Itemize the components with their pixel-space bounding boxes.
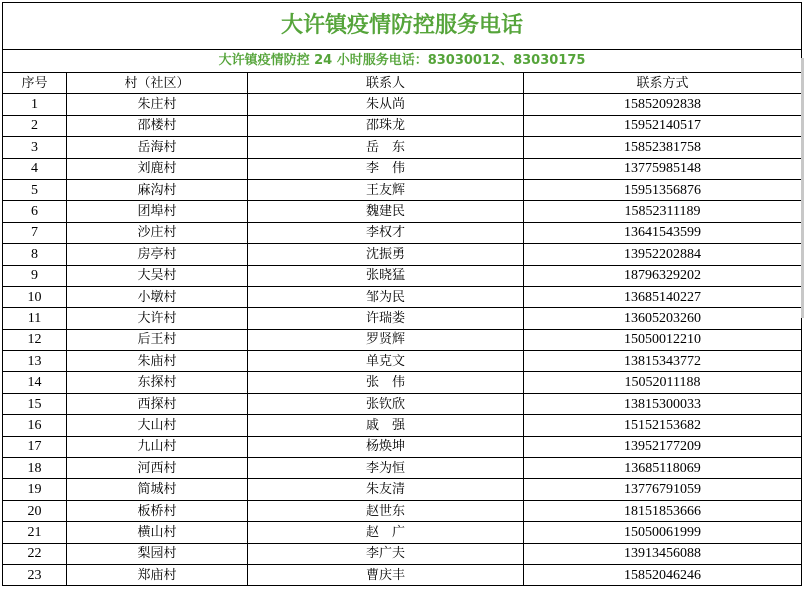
header-phone: 联系方式 [524, 73, 802, 94]
table-row [3, 564, 802, 585]
contact-name: 魏建民 [248, 201, 524, 222]
village-name: 小墩村 [67, 286, 248, 307]
contact-name: 赵 广 [248, 522, 524, 543]
village-name: 沙庄村 [67, 222, 248, 243]
contact-name: 杨焕坤 [248, 436, 524, 457]
row-number: 10 [3, 286, 67, 307]
row-number: 23 [3, 564, 67, 585]
village-name: 西探村 [67, 393, 248, 414]
table-row [3, 393, 802, 414]
contact-name: 张钦欣 [248, 393, 524, 414]
row-number: 20 [3, 500, 67, 521]
row-number: 8 [3, 244, 67, 265]
phone-number: 15951356876 [524, 179, 802, 200]
contact-name: 曹庆丰 [248, 564, 524, 585]
phone-number: 13775985148 [524, 158, 802, 179]
row-number: 22 [3, 543, 67, 564]
phone-number: 15152153682 [524, 415, 802, 436]
village-name: 邵楼村 [67, 115, 248, 136]
table-row [3, 351, 802, 372]
row-number: 3 [3, 137, 67, 158]
village-name: 房亭村 [67, 244, 248, 265]
phone-number: 13815343772 [524, 351, 802, 372]
contact-sheet [2, 2, 801, 586]
table-row [3, 522, 802, 543]
phone-number: 13641543599 [524, 222, 802, 243]
table-row [3, 201, 802, 222]
phone-number: 15052011188 [524, 372, 802, 393]
table-row [3, 329, 802, 350]
village-name: 简城村 [67, 479, 248, 500]
contact-name: 李为恒 [248, 458, 524, 479]
header-contact: 联系人 [248, 73, 524, 94]
table-row [3, 265, 802, 286]
table-row [3, 372, 802, 393]
contact-name: 许瑞娄 [248, 308, 524, 329]
village-name: 梨园村 [67, 543, 248, 564]
row-number: 5 [3, 179, 67, 200]
table-row [3, 543, 802, 564]
row-number: 17 [3, 436, 67, 457]
village-name: 大山村 [67, 415, 248, 436]
row-number: 19 [3, 479, 67, 500]
phone-number: 15852381758 [524, 137, 802, 158]
phone-number: 18796329202 [524, 265, 802, 286]
phone-number: 13815300033 [524, 393, 802, 414]
phone-number: 13913456088 [524, 543, 802, 564]
contact-name: 李广夫 [248, 543, 524, 564]
contact-name: 张 伟 [248, 372, 524, 393]
village-name: 刘鹿村 [67, 158, 248, 179]
contact-name: 王友辉 [248, 179, 524, 200]
table-row [3, 222, 802, 243]
table-row [3, 94, 802, 115]
village-name: 麻沟村 [67, 179, 248, 200]
phone-number: 13952177209 [524, 436, 802, 457]
phone-number: 15852092838 [524, 94, 802, 115]
contact-name: 张晓猛 [248, 265, 524, 286]
row-number: 11 [3, 308, 67, 329]
table-row [3, 308, 802, 329]
contact-name: 沈振勇 [248, 244, 524, 265]
contact-name: 邹为民 [248, 286, 524, 307]
village-name: 朱庙村 [67, 351, 248, 372]
village-name: 岳海村 [67, 137, 248, 158]
table-row [3, 458, 802, 479]
row-number: 14 [3, 372, 67, 393]
village-name: 横山村 [67, 522, 248, 543]
contact-name: 李权才 [248, 222, 524, 243]
table-row [3, 479, 802, 500]
table-body [3, 94, 802, 586]
village-name: 团埠村 [67, 201, 248, 222]
row-number: 2 [3, 115, 67, 136]
contact-name: 朱从尚 [248, 94, 524, 115]
contact-name: 李 伟 [248, 158, 524, 179]
table-row [3, 158, 802, 179]
table-row [3, 436, 802, 457]
phone-number: 15050012210 [524, 329, 802, 350]
page-title: 大许镇疫情防控服务电话 [3, 3, 802, 50]
subtitle-row [3, 50, 802, 73]
contact-name: 戚 强 [248, 415, 524, 436]
contact-name: 朱友清 [248, 479, 524, 500]
table-row [3, 115, 802, 136]
contact-name: 邵珠龙 [248, 115, 524, 136]
village-name: 河西村 [67, 458, 248, 479]
contact-name: 单克文 [248, 351, 524, 372]
table-row [3, 415, 802, 436]
village-name: 大吴村 [67, 265, 248, 286]
phone-number: 15952140517 [524, 115, 802, 136]
contact-name: 赵世东 [248, 500, 524, 521]
header-row [3, 73, 802, 94]
contact-name: 罗贤辉 [248, 329, 524, 350]
village-name: 郑庙村 [67, 564, 248, 585]
hotline-subtitle: 大许镇疫情防控 24 小时服务电话：83030012、83030175 [3, 50, 802, 73]
phone-number: 13685118069 [524, 458, 802, 479]
row-number: 21 [3, 522, 67, 543]
row-number: 1 [3, 94, 67, 115]
row-number: 6 [3, 201, 67, 222]
phone-number: 15852046246 [524, 564, 802, 585]
header-village: 村（社区） [67, 73, 248, 94]
row-number: 15 [3, 393, 67, 414]
contact-table [2, 2, 802, 586]
row-number: 13 [3, 351, 67, 372]
title-row [3, 3, 802, 50]
village-name: 东探村 [67, 372, 248, 393]
header-no: 序号 [3, 73, 67, 94]
phone-number: 13776791059 [524, 479, 802, 500]
village-name: 后王村 [67, 329, 248, 350]
table-row [3, 244, 802, 265]
phone-number: 13685140227 [524, 286, 802, 307]
village-name: 板桥村 [67, 500, 248, 521]
village-name: 朱庄村 [67, 94, 248, 115]
phone-number: 13952202884 [524, 244, 802, 265]
phone-number: 15852311189 [524, 201, 802, 222]
village-name: 九山村 [67, 436, 248, 457]
table-row [3, 137, 802, 158]
phone-number: 15050061999 [524, 522, 802, 543]
table-row [3, 179, 802, 200]
row-number: 18 [3, 458, 67, 479]
row-number: 12 [3, 329, 67, 350]
row-number: 7 [3, 222, 67, 243]
phone-number: 13605203260 [524, 308, 802, 329]
row-number: 4 [3, 158, 67, 179]
table-row [3, 500, 802, 521]
row-number: 16 [3, 415, 67, 436]
contact-name: 岳 东 [248, 137, 524, 158]
village-name: 大许村 [67, 308, 248, 329]
table-row [3, 286, 802, 307]
row-number: 9 [3, 265, 67, 286]
phone-number: 18151853666 [524, 500, 802, 521]
